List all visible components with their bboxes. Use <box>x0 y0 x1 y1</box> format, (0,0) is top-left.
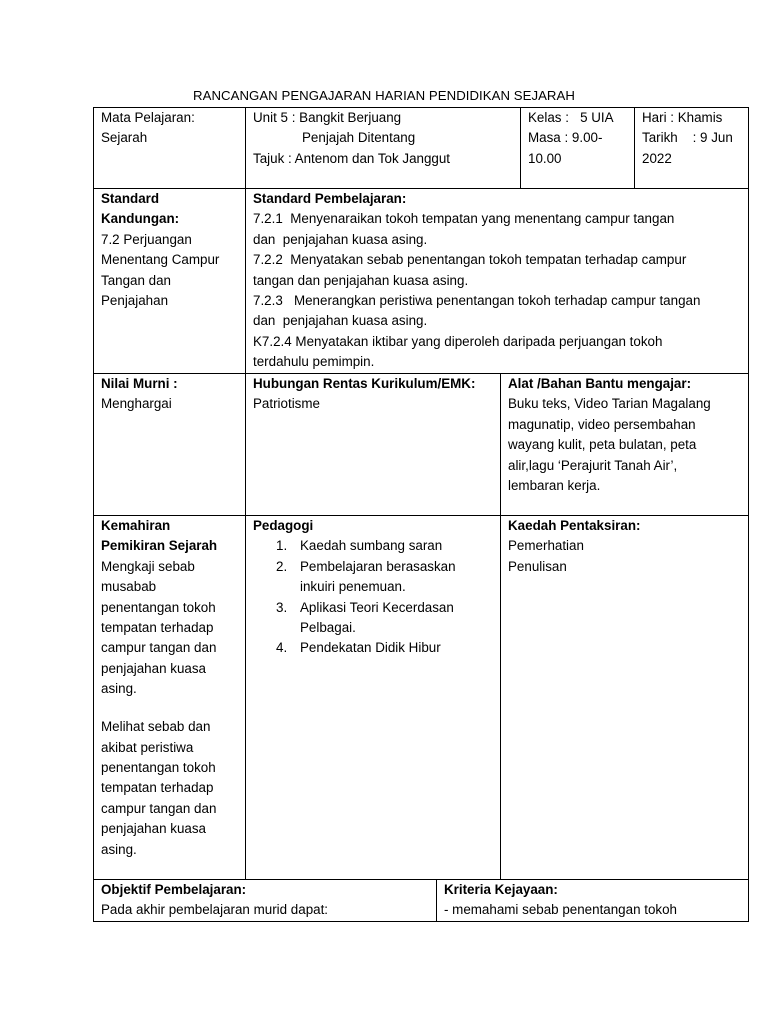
content-standard-line: Penjajahan <box>101 293 169 309</box>
unit-title: Unit 5 : Bangkit Berjuang <box>253 110 402 125</box>
time-line-1: Masa : 9.00- <box>528 130 603 146</box>
class-line: Kelas : 5 UIA <box>528 110 614 125</box>
objective-value: Pada akhir pembelajaran murid dapat: <box>101 902 329 918</box>
values-value: Menghargai <box>101 396 172 412</box>
history-thinking-cell <box>101 516 217 860</box>
learning-standard-line: terdahulu pemimpin. <box>253 354 375 370</box>
date-line-1: Tarikh : 9 Jun <box>642 130 733 146</box>
history-thinking-line: tempatan terhadap <box>101 620 214 636</box>
values-cell <box>101 374 178 415</box>
history-thinking-label-1: Kemahiran <box>101 518 171 533</box>
list-number: 1. <box>276 538 288 554</box>
list-item <box>276 536 456 556</box>
table-border-bottom <box>93 921 749 922</box>
list-item-text: Kaedah sumbang saran <box>300 538 443 554</box>
document-title: RANCANGAN PENGAJARAN HARIAN PENDIDIKAN SEJARAH <box>193 88 575 103</box>
day-cell <box>642 108 733 169</box>
values-label: Nilai Murni : <box>101 376 178 391</box>
assessment-cell <box>508 516 640 577</box>
assessment-line: Penulisan <box>508 558 567 574</box>
learning-standard-label: Standard Pembelajaran: <box>253 191 407 206</box>
history-thinking-line: penjajahan kuasa <box>101 660 206 676</box>
history-thinking-line: Melihat sebab dan <box>101 719 211 735</box>
teaching-aids-line: Buku teks, Video Tarian Magalang <box>508 396 711 412</box>
history-thinking-line: tempatan terhadap <box>101 780 214 796</box>
content-standard-line: Tangan dan <box>101 272 171 288</box>
unit-cell <box>253 108 450 169</box>
learning-standard-line: dan penjajahan kuasa asing. <box>253 313 428 329</box>
learning-standard-line: K7.2.4 Menyatakan iktibar yang diperoleh daripada perjuangan tokoh <box>253 333 663 349</box>
teaching-aids-line: magunatip, video persembahan <box>508 416 696 432</box>
emk-label: Hubungan Rentas Kurikulum/EMK: <box>253 376 476 391</box>
col-divider-day <box>634 107 635 189</box>
history-thinking-line: Mengkaji sebab <box>101 558 195 574</box>
learning-standard-line: 7.2.2 Menyatakan sebab penentangan tokoh tempatan terhadap campur <box>253 252 687 268</box>
list-number: 3. <box>276 599 288 615</box>
list-item <box>276 598 456 639</box>
subject-label: Mata Pelajaran: <box>101 110 195 125</box>
table-border-right <box>748 107 749 922</box>
history-thinking-label-2: Pemikiran Sejarah <box>101 538 218 554</box>
content-standard-label-2: Kandungan: <box>101 211 180 227</box>
history-thinking-line: penentangan tokoh <box>101 599 216 615</box>
teaching-aids-line: alir,lagu ‘Perajurit Tanah Air’, <box>508 457 678 473</box>
objective-label: Objektif Pembelajaran: <box>101 882 247 897</box>
list-item-text: Pendekatan Didik Hibur <box>300 640 441 656</box>
learning-standard-line: 7.2.1 Menyenaraikan tokoh tempatan yang menentang campur tangan <box>253 211 675 227</box>
assessment-line: Pemerhatian <box>508 538 584 554</box>
subject-cell <box>101 108 195 149</box>
subject-value: Sejarah <box>101 130 148 146</box>
content-standard-cell <box>101 189 219 311</box>
teaching-aids-line: wayang kulit, peta bulatan, peta <box>508 437 697 453</box>
col-divider-objective <box>436 879 437 922</box>
history-thinking-line: asing. <box>101 841 137 857</box>
table-border-left <box>93 107 94 922</box>
content-standard-label-1: Standard <box>101 191 160 206</box>
history-thinking-line: penentangan tokoh <box>101 760 216 776</box>
emk-cell <box>253 374 475 415</box>
teaching-aids-label: Alat /Bahan Bantu mengajar: <box>508 376 692 391</box>
learning-standard-line: dan penjajahan kuasa asing. <box>253 231 428 247</box>
unit-subtitle: Penjajah Ditentang <box>302 130 416 146</box>
date-line-2: 2022 <box>642 150 672 166</box>
pedagogy-list <box>276 536 456 658</box>
time-line-2: 10.00 <box>528 150 562 166</box>
list-item-text: Pelbagai. <box>300 620 356 636</box>
learning-standard-line: tangan dan penjajahan kuasa asing. <box>253 272 469 288</box>
assessment-label: Kaedah Pentaksiran: <box>508 518 641 533</box>
class-cell <box>528 108 614 169</box>
pedagogy-cell <box>253 516 456 659</box>
list-item <box>276 557 456 598</box>
emk-value: Patriotisme <box>253 396 320 412</box>
content-standard-line: 7.2 Perjuangan <box>101 231 192 247</box>
history-thinking-line: akibat peristiwa <box>101 739 194 755</box>
day-line: Hari : Khamis <box>642 110 723 125</box>
history-thinking-line: campur tangan dan <box>101 800 217 816</box>
col-divider-b <box>500 373 501 880</box>
col-divider-a <box>245 107 246 880</box>
success-criteria-cell <box>444 880 677 921</box>
learning-standard-line: 7.2.3 Menerangkan peristiwa penentangan tokoh terhadap campur tangan <box>253 293 701 309</box>
pedagogy-label: Pedagogi <box>253 518 314 533</box>
col-divider-class <box>520 107 521 189</box>
history-thinking-line: penjajahan kuasa <box>101 821 206 837</box>
content-standard-line: Menentang Campur <box>101 252 220 268</box>
teaching-aids-line: lembaran kerja. <box>508 478 601 494</box>
history-thinking-line: musabab <box>101 579 157 595</box>
teaching-aids-cell <box>508 374 711 496</box>
list-item-text: inkuiri penemuan. <box>300 579 406 595</box>
history-thinking-line: asing. <box>101 681 137 697</box>
success-criteria-value: - memahami sebab penentangan tokoh <box>444 902 678 918</box>
learning-standard-cell <box>253 189 700 373</box>
list-number: 2. <box>276 558 288 574</box>
list-item-text: Pembelajaran berasaskan <box>300 558 456 574</box>
list-item <box>276 638 456 658</box>
objective-cell <box>101 880 328 921</box>
list-number: 4. <box>276 640 288 656</box>
topic-line: Tajuk : Antenom dan Tok Janggut <box>253 150 451 166</box>
list-item-text: Aplikasi Teori Kecerdasan <box>300 599 454 615</box>
history-thinking-line: campur tangan dan <box>101 640 217 656</box>
success-criteria-label: Kriteria Kejayaan: <box>444 882 558 897</box>
